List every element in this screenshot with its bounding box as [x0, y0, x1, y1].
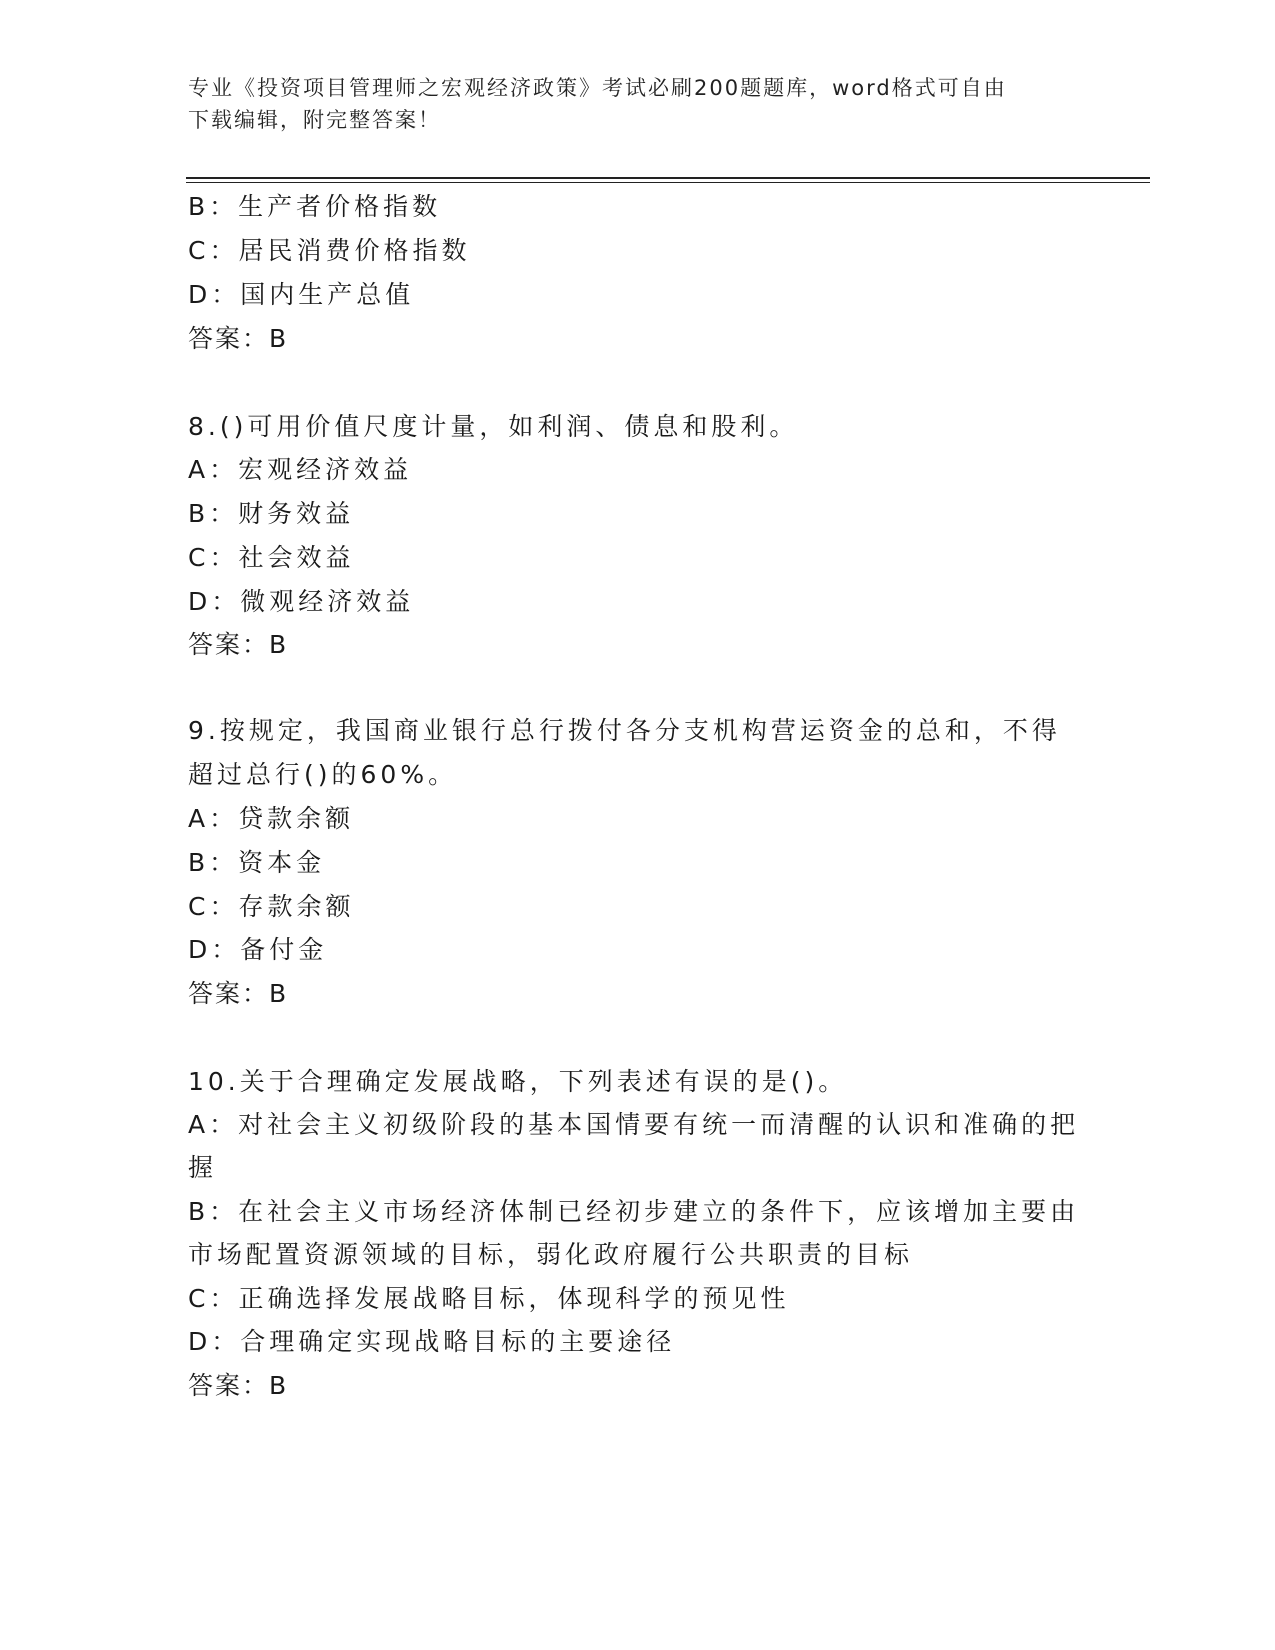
q10-option-b-line-1: B：在社会主义市场经济体制已经初步建立的条件下，应该增加主要由 [188, 1197, 1080, 1226]
q8-answer: 答案：B [188, 630, 289, 659]
document-header [188, 72, 1068, 136]
q10-option-c: C：正确选择发展战略目标，体现科学的预见性 [188, 1284, 790, 1313]
q8-question: 8.()可用价值尺度计量，如利润、债息和股利。 [188, 412, 799, 441]
header-rule-thin [186, 182, 1150, 183]
q7-option-d: D：国内生产总值 [188, 280, 415, 309]
q8-option-b: B：财务效益 [188, 499, 355, 528]
q10-answer: 答案：B [188, 1371, 289, 1400]
q8-option-c: C：社会效益 [188, 543, 355, 572]
q8-option-a: A：宏观经济效益 [188, 455, 413, 484]
q9-option-c: C：存款余额 [188, 892, 355, 921]
header-line-2: 下载编辑，附完整答案！ [188, 108, 441, 132]
q9-question-line-2: 超过总行()的60%。 [188, 760, 458, 789]
q10-question: 10.关于合理确定发展战略，下列表述有误的是()。 [188, 1067, 848, 1096]
q9-option-b: B：资本金 [188, 848, 326, 877]
q10-option-d: D：合理确定实现战略目标的主要途径 [188, 1327, 676, 1356]
q7-option-b: B：生产者价格指数 [188, 192, 442, 221]
q8-option-d: D：微观经济效益 [188, 587, 415, 616]
q9-option-a: A：贷款余额 [188, 804, 355, 833]
q7-answer: 答案：B [188, 324, 289, 353]
q10-option-a-line-2: 握 [188, 1153, 218, 1182]
q9-question-line-1: 9.按规定，我国商业银行总行拨付各分支机构营运资金的总和，不得 [188, 716, 1061, 745]
q10-option-b-line-2: 市场配置资源领域的目标，弱化政府履行公共职责的目标 [188, 1240, 914, 1269]
header-rule-thick [186, 177, 1150, 179]
q10-option-a-line-1: A：对社会主义初级阶段的基本国情要有统一而清醒的认识和准确的把 [188, 1110, 1080, 1139]
q7-option-c: C：居民消费价格指数 [188, 236, 471, 265]
q9-answer: 答案：B [188, 979, 289, 1008]
q9-option-d: D：备付金 [188, 935, 328, 964]
header-line-1: 专业《投资项目管理师之宏观经济政策》考试必刷200题题库，word格式可自由 [188, 76, 1007, 100]
